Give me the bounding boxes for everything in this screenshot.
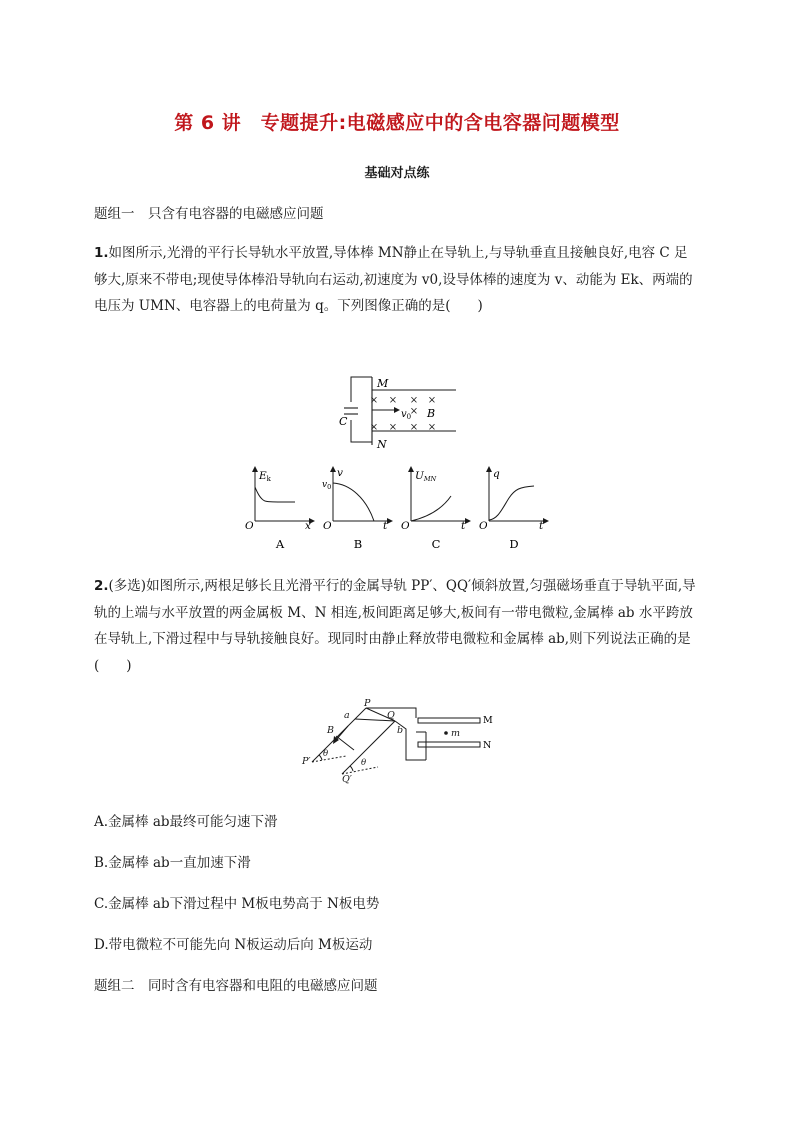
- group-heading-2: 题组二 同时含有电容器和电阻的电磁感应问题: [94, 978, 378, 994]
- svg-text:O: O: [323, 520, 332, 532]
- graph-D: [474, 465, 554, 553]
- svg-text:Ek: Ek: [259, 470, 271, 483]
- svg-text:m: m: [451, 728, 461, 739]
- svg-text:×: ×: [409, 395, 419, 406]
- option-A: A.金属棒 ab最终可能匀速下滑: [94, 814, 278, 830]
- svg-text:O: O: [401, 520, 410, 532]
- svg-text:P′: P′: [302, 756, 311, 767]
- svg-text:×: ×: [427, 422, 437, 433]
- question-1: [94, 240, 700, 320]
- graph-B: [318, 465, 398, 553]
- svg-text:t: t: [383, 520, 388, 532]
- svg-text:b: b: [397, 725, 404, 736]
- svg-text:B: B: [327, 725, 334, 736]
- svg-text:t: t: [461, 520, 466, 532]
- svg-text:UMN: UMN: [415, 470, 437, 483]
- svg-text:N: N: [483, 740, 492, 751]
- svg-text:×: ×: [409, 422, 419, 433]
- svg-text:θ: θ: [323, 749, 329, 759]
- svg-text:×: ×: [369, 395, 379, 406]
- option-letter-B: B: [353, 537, 363, 551]
- option-letter-D: D: [509, 537, 519, 551]
- svg-text:x: x: [305, 520, 311, 532]
- svg-text:×: ×: [388, 422, 398, 433]
- option-letter-A: A: [275, 537, 285, 551]
- svg-text:M: M: [483, 715, 493, 726]
- graph-A: [240, 465, 320, 553]
- svg-text:v0: $v_0$: [322, 480, 332, 491]
- question-2-text: (多选)如图所示,两根足够长且光滑平行的金属导轨 PP′、QQ′倾斜放置,匀强磁场垂直于导轨平面,导轨的上端与水平放置的两金属板 M、N 相连,板间距离足够大,板间有一带电微粒,金属棒 ab 水平跨放在导轨上,下滑过程中与导轨接触良好。现同时由静止释放带电微粒和金属棒 ab,则下列说法正确的是( ): [94, 578, 696, 674]
- svg-text:Q′: Q′: [342, 774, 352, 784]
- group-heading-1: 题组一 只含有电容器的电磁感应问题: [94, 206, 324, 222]
- label-C: C: [339, 415, 348, 428]
- svg-text:t: t: [539, 520, 544, 532]
- page-title: 第 6 讲 专题提升:电磁感应中的含电容器问题模型: [174, 112, 620, 134]
- section-heading: 基础对点练: [364, 166, 430, 181]
- svg-text:×: ×: [369, 422, 379, 433]
- svg-text:v: v: [337, 467, 343, 479]
- label-B: B: [427, 407, 436, 420]
- circuit-figure: [330, 372, 465, 456]
- option-letter-C: C: [431, 537, 441, 551]
- graph-C: [396, 465, 476, 553]
- svg-text:×: ×: [388, 395, 398, 406]
- question-2-number: 2.: [94, 578, 109, 594]
- svg-text:q: q: [493, 468, 500, 480]
- svg-text:θ: θ: [361, 758, 367, 768]
- svg-text:a: a: [344, 710, 350, 721]
- label-M: M: [377, 377, 389, 390]
- svg-text:O: O: [479, 520, 488, 532]
- question-2: [94, 573, 700, 679]
- svg-text:Q: Q: [387, 710, 395, 721]
- label-v0: $v_0$: [401, 409, 412, 421]
- option-C: C.金属棒 ab下滑过程中 M板电势高于 N板电势: [94, 896, 380, 912]
- svg-text:P: P: [364, 698, 371, 709]
- option-B: B.金属棒 ab一直加速下滑: [94, 855, 251, 871]
- option-D: D.带电微粒不可能先向 N板运动后向 M板运动: [94, 937, 373, 953]
- svg-text:O: O: [245, 520, 254, 532]
- question-1-text: 如图所示,光滑的平行长导轨水平放置,导体棒 MN静止在导轨上,与导轨垂直且接触良好,电容 C 足够大,原来不带电;现使导体棒沿导轨向右运动,初速度为 v0,设导体棒的速度为 v、动能为 Ek、两端的电压为 UMN、电容器上的电荷量为 q。下列图像正确的是( ): [94, 245, 693, 314]
- label-N: N: [377, 438, 387, 451]
- question-1-number: 1.: [94, 245, 109, 261]
- incline-figure: [298, 698, 498, 784]
- svg-text:×: ×: [409, 406, 419, 417]
- svg-text:×: ×: [427, 395, 437, 406]
